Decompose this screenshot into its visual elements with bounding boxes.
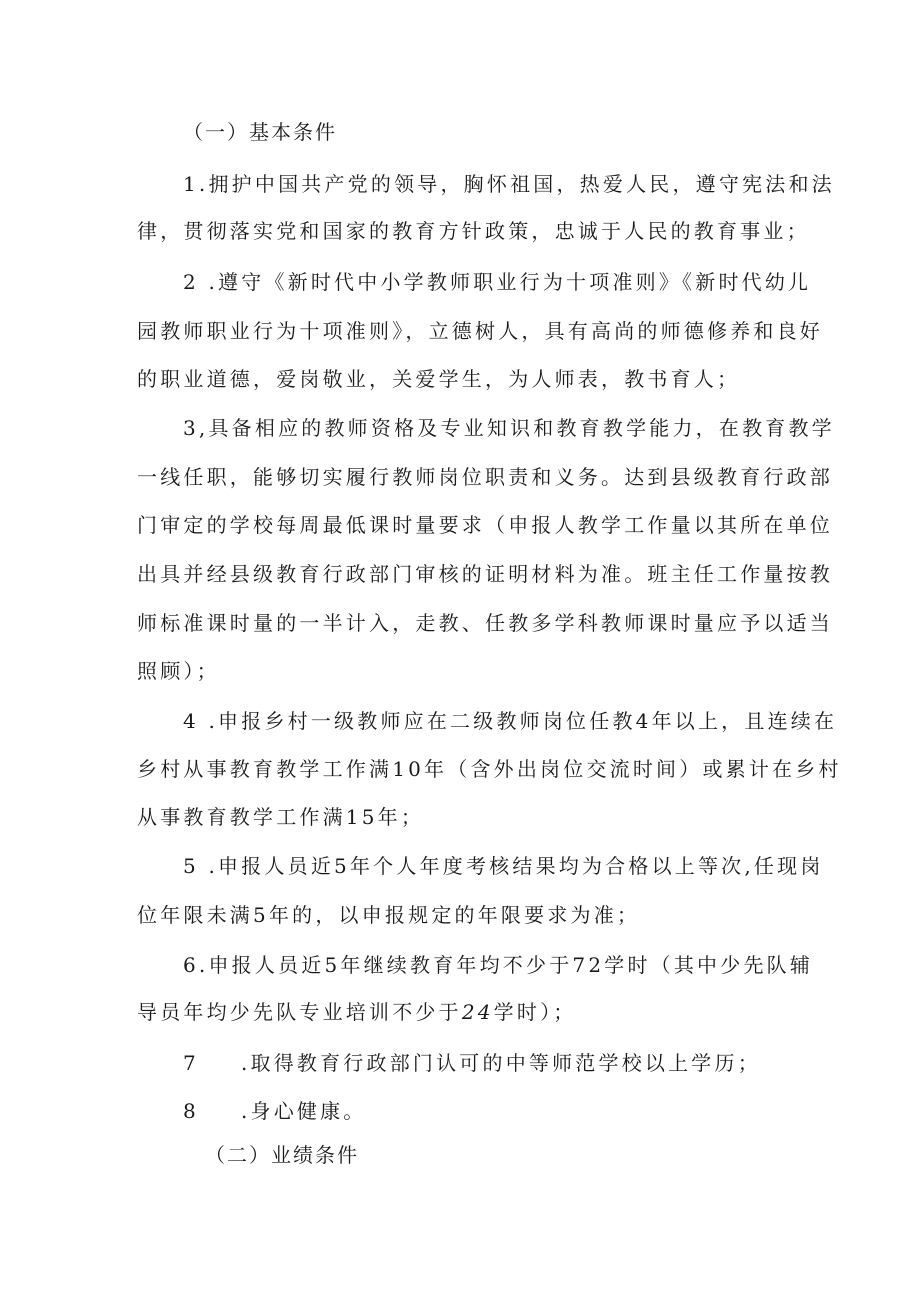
item-2-line-3: 的职业道德，爱岗敬业，关爱学生，为人师表，教书育人； (137, 367, 741, 391)
item-8-line (183, 1097, 367, 1125)
item-7-line (183, 1049, 761, 1077)
item-3-line-6: 照顾）； (137, 659, 220, 683)
item-6-line-2-text-a: 导员年均少先队专业培训不少于 (137, 1000, 462, 1024)
item-6-line-2 (137, 998, 576, 1026)
item-5-line-2: 位年限未满5年的，以申报规定的年限要求为准； (137, 903, 641, 927)
item-3-line-4: 出具并经县级教育行政部门审核的证明材料为准。班主任工作量按教 (137, 562, 833, 586)
item-2-line-1: 2 .遵守《新时代中小学教师职业行为十项准则》《新时代幼儿 (183, 270, 812, 294)
item-5-line-1: 5 .申报人员近5年个人年度考核结果均为合格以上等次,任现岗 (183, 854, 824, 878)
item-8-text: .身心健康。 (240, 1099, 367, 1123)
item-1-line-2: 律，贯彻落实党和国家的教育方针政策，忠诚于人民的教育事业； (137, 219, 810, 243)
section-heading-basic: （一）基本条件 (183, 120, 337, 144)
item-2-line-2: 园教师职业行为十项准则》，立德树人，具有高尚的师德修养和良好 (137, 319, 823, 343)
item-3-line-3: 门审定的学校每周最低课时量要求（申报人教学工作量以其所在单位 (137, 513, 833, 537)
section-heading-performance: （二）业绩条件 (205, 1143, 359, 1167)
item-6-line-2-text-c: 学时）； (493, 1000, 577, 1024)
item-7-number: 7 (183, 1051, 199, 1075)
item-4-line-2: 乡村从事教育教学工作满10年（含外出岗位交流时间）或累计在乡村 (137, 757, 842, 781)
item-3-line-2: 一线任职，能够切实履行教师岗位职责和义务。达到县级教育行政部 (137, 465, 833, 489)
item-7-text: .取得教育行政部门认可的中等师范学校以上学历； (240, 1051, 761, 1075)
item-6-line-1: 6.申报人员近5年继续教育年均不少于72学时（其中少先队辅 (183, 953, 814, 977)
item-8-number: 8 (183, 1099, 199, 1123)
item-4-line-1: 4 .申报乡村一级教师应在二级教师岗位任教4年以上，且连续在 (183, 709, 838, 733)
item-3-line-1: 3,具备相应的教师资格及专业知识和教育教学能力，在教育教学 (183, 416, 835, 440)
item-3-line-5: 师标准课时量的一半计入，走教、任教多学科教师课时量应予以适当 (137, 611, 833, 635)
item-1-line-1: 1.拥护中国共产党的领导，胸怀祖国，热爱人民，遵守宪法和法 (183, 172, 835, 196)
item-4-line-3: 从事教育教学工作满15年； (137, 805, 425, 829)
item-6-hours-value: 24 (461, 1000, 494, 1024)
